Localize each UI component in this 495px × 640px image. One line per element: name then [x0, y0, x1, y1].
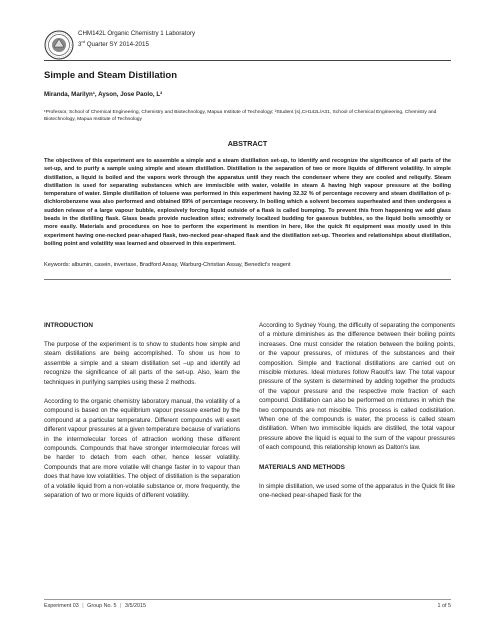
abstract-heading: ABSTRACT — [227, 139, 268, 148]
authors: Miranda, Marilyn¹, Ayson, Jose Paolo, L² — [44, 91, 163, 98]
introduction-heading: INTRODUCTION — [44, 322, 93, 329]
footer-group: Group No. 5 — [87, 603, 117, 609]
intro-paragraph-2: According to the organic chemistry laboratory manual, the volatility of a compound is based on the equilibrium vapour pressure exerted by the compound at a particular temperature. Different compounds will exert different vapour pressures at a given temperature because of variations in the intermolecular forces of attraction working these different compounds. Compounds that have stronger intermolecular forces will be harder to detach from each other, hence lesser volatility. Compounds that are more volatile will change faster in to vapour than does that have low volatilities. The object of distillation is the separation of a volatile liquid from a non-volatile substance or, more frequently, the separation of two or more liquids of different volatility. — [44, 398, 240, 500]
footer-date: 3/5/2015 — [124, 603, 146, 609]
page-number: 1 of 5 — [437, 603, 451, 609]
abstract-text: The objectives of this experiment are to assemble a simple and a steam distillation set-up, to identify and recognize the significance of all parts of the set-up, and to purify a sample using simple and steam distillation. Distillation is the separation of two or more liquids of different volatility. In simple distillation, a liquid is boiled and the vapors work through the apparatus until they reach the condenser where they are cooled and reliquify. Steam distillation is used for separating substances which are immiscible with water, volatile in steam & having high vapour pressure at the boiling temperature of water. Simple distillation of toluene was performed in this experiment having 32.32 % of percentage recovery and steam distillation of p-dichlorobenzene was also performed and obtained 89% of percentage recovery. In boiling which a solvent becomes superheated and then undergoes a sudden release of a large vapour bubble, explosively forcing liquid outside of a flask is called bumping. To prevent this from happening we add glass beads in the distilling flask. Glass beads provide nucleation sites; extremely localized budding for gaseous bubbles, so the liquid boils smoothly or more easily. Materials and procedures on hoe to perform the experiment is mention in here, like the quick fit equipment was mostly used in this experiment having one-necked pear-shaped flask, two-necked pear-shaped flask and the distillation set-up. Theories and relationships about distillation, boiling point and volatility was learned and observed in this experiment. — [44, 158, 451, 247]
keywords: Keywords: albumin, casein, invertase, Bradford Assay, Warburg-Christian Assay, Benedict's reagent — [44, 262, 291, 268]
course-name: CHM142L Organic Chemistry 1 Laboratory — [78, 30, 196, 37]
intro-paragraph-3: According to Sydney Young, the difficulty of separating the components of a mixture diminishes as the difference between their boiling points increases. One must consider the relation between the boiling points, or the vapour pressures, of mixtures of the substances and their composition. Simple and fractional distillations are carried out on miscible mixtures. Ideal mixtures follow Raoult's law: The total vapour pressure of the system is determined by adding together the products of the vapour pressure and the respective mole fraction of each compound. Distillation can also be performed on mixtures in which the two compounds are not miscible. This process is called codistillation. When one of the compounds is water, the process is called steam distillation. When two immiscible liquids are distilled, the total vapour pressure above the liquid is equal to the sum of the vapour pressures of each compound, this relationship known as Dalton's law. — [259, 322, 455, 452]
footer-divider — [44, 599, 451, 600]
affiliation: ¹Professor, School of Chemical Engineering, Chemistry and Biotechnology, Mapua Institute of Technology; ²Student (s),CH142L/A31, School of Chemical Engineering, Chemistry and Biotechnology, Mapua Institute of Technology — [44, 110, 437, 122]
course-header — [78, 30, 195, 49]
paper-title: Simple and Steam Distillation — [44, 70, 178, 81]
right-column — [259, 321, 455, 511]
header-divider — [44, 60, 451, 61]
methods-paragraph-1: In simple distillation, we used some of the apparatus in the Quick fit like one-necked pear-shaped flask for the — [259, 482, 455, 500]
left-column — [44, 321, 240, 511]
page-footer: Experiment 03 | Group No. 5 | 3/5/2015 1 of 5 — [44, 603, 451, 609]
footer-experiment: Experiment 03 — [44, 603, 79, 609]
quarter-line: 3rd Quarter SY 2014-2015 — [78, 39, 149, 49]
intro-paragraph-1: The purpose of the experiment is to show to students how simple and steam distillations are being accomplished. To show us how to assemble a simple and a steam distillation set –up and identify ad recognize the significance of all parts of the set-up. Also, learn the techniques in purifying samples using these 2 methods. — [44, 341, 240, 386]
university-seal-icon — [44, 30, 74, 60]
materials-methods-heading: MATERIALS AND METHODS — [259, 463, 345, 471]
abstract-divider — [44, 279, 451, 280]
